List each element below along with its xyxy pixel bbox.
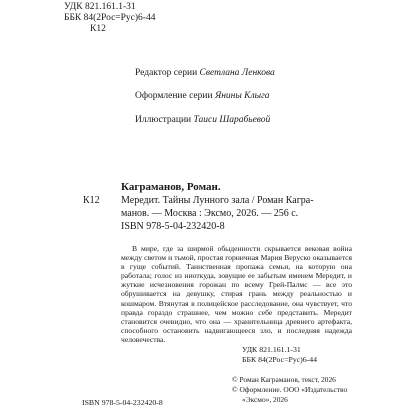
title-line-2: манов. — Москва : Эксмо, 2026. — 256 с.	[121, 207, 299, 219]
record-isbn: ISBN 978-5-04-232420-8	[121, 221, 225, 232]
series-editor-credit	[135, 68, 275, 78]
design-label: Оформление серии	[135, 91, 215, 101]
illustrations-credit	[135, 115, 270, 125]
editor-label: Редактор серии	[135, 68, 200, 78]
copyright-author: © Роман Каграманов, текст, 2026	[232, 375, 336, 384]
footer-isbn: ISBN 978-5-04-232420-8	[82, 398, 163, 407]
udk-code: УДК 821.161.1-31	[64, 2, 136, 12]
design-name: Янины Клыга	[214, 91, 270, 101]
author-mark: К12	[90, 24, 106, 34]
copyright-block	[232, 375, 347, 405]
annotation: В мире, где за ширмой обыденности скрывается вековая война между светом и тьмой, простая горничная Мария Веруско оказывается в гуще событий. Таинственная пропажа семьи, на которую она работала; голос из ниоткуда, зовущие ее забытым именем Мередит, и жуткие исчезновения горожан по всему Грей-Палмс — все это обрушивается на девушку, стирая грань между реальностью и кошмаром. Втянутая в полицейское расследование, она чувствует, что правда гораздо страшнее, чем можно себе представить. Мередит становится очевидно, что она — хранительница древнего артефакта, способного остановить надвигающееся зло, и последняя надежда человечества.	[121, 244, 352, 344]
record-author: Каграманов, Роман.	[121, 181, 221, 193]
record-title	[121, 195, 314, 234]
editor-name: Светлана Ленкова	[199, 68, 275, 78]
illustrations-name: Таиси Шарабьевой	[193, 115, 271, 125]
bottom-bbk-code: ББК 84(2Рос=Рус)6-44	[242, 354, 318, 364]
bbk-code: ББК 84(2Рос=Рус)6-44	[64, 13, 156, 23]
top-classification	[64, 2, 155, 35]
series-design-credit	[135, 91, 270, 101]
title-line-1: Мередит. Тайны Лунного зала / Роман Кагра-	[121, 195, 314, 206]
illustrations-label: Иллюстрации	[135, 115, 194, 125]
copyright-design: © Оформление. ООО «Издательство	[232, 385, 348, 394]
copyright-publisher: «Эксмо», 2026	[242, 395, 288, 404]
bottom-classification	[242, 345, 317, 364]
bottom-udk-code: УДК 821.161.1-31	[242, 345, 301, 354]
record-author-mark: К12	[83, 195, 100, 206]
